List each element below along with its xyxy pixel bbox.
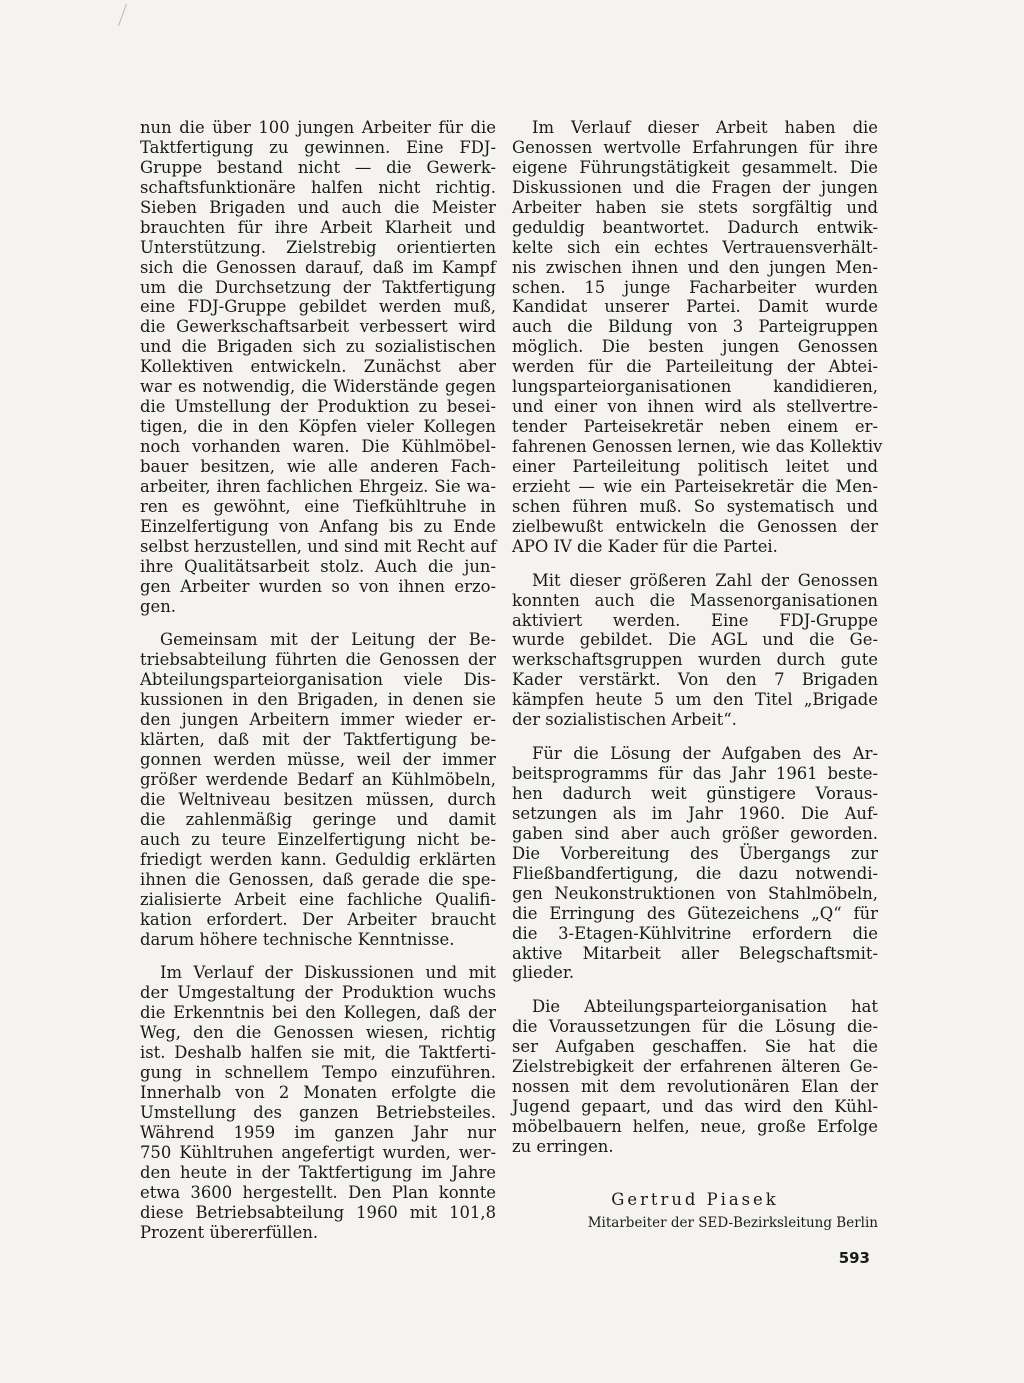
- text-line: wurde gebildet. Die AGL und die Ge-: [512, 630, 878, 650]
- text-line: werden für die Parteileitung der Abtei-: [512, 357, 878, 377]
- text-line: Diskussionen und die Fragen der jungen: [512, 177, 878, 197]
- text-line: Während 1959 im ganzen Jahr nur: [140, 1122, 496, 1142]
- text-line: lungsparteiorganisationen kandidieren,: [512, 377, 878, 397]
- text-line: kämpfen heute 5 um den Titel „Brigade: [512, 690, 878, 710]
- text-line: die Gewerkschaftsarbeit verbessert wird: [140, 317, 496, 337]
- text-line: kussionen in den Brigaden, in denen sie: [140, 690, 496, 710]
- text-line: sich die Genossen darauf, daß im Kampf: [140, 257, 496, 277]
- text-line: tigen, die in den Köpfen vieler Kollegen: [140, 417, 496, 437]
- text-line: Kandidat unserer Partei. Damit wurde: [512, 297, 878, 317]
- text-line: gaben sind aber auch größer geworden.: [512, 823, 878, 843]
- page-number: 593: [838, 1249, 870, 1267]
- text-line: Kollektiven entwickeln. Zunächst aber: [140, 357, 496, 377]
- text-line: schen. 15 junge Facharbeiter wurden: [512, 277, 878, 297]
- text-line: Gruppe bestand nicht — die Gewerk-: [140, 157, 496, 177]
- text-line: aktiviert werden. Eine FDJ-Gruppe: [512, 610, 878, 630]
- text-line: Kader verstärkt. Von den 7 Brigaden: [512, 670, 878, 690]
- text-line: brauchten für ihre Arbeit Klarheit und: [140, 217, 496, 237]
- text-line: Gemeinsam mit der Leitung der Be-: [160, 630, 496, 650]
- text-line: die zahlenmäßig geringe und damit: [140, 809, 496, 829]
- text-line: eine FDJ-Gruppe gebildet werden muß,: [140, 297, 496, 317]
- text-line: Weg, den die Genossen wiesen, richtig: [140, 1023, 496, 1043]
- text-line: und die Brigaden sich zu sozialistischen: [140, 337, 496, 357]
- text-line: zu erringen.: [512, 1136, 614, 1156]
- text-line: arbeiter, ihren fachlichen Ehrgeiz. Sie wa-: [140, 476, 496, 496]
- text-line: Abteilungsparteiorganisation viele Dis-: [140, 670, 496, 690]
- text-line: Fließbandfertigung, die dazu notwendi-: [512, 863, 878, 883]
- text-line: schaftsfunktionäre halfen nicht richtig.: [140, 177, 496, 197]
- text-line: die Erringung des Gütezeichens „Q“ für: [512, 903, 878, 923]
- text-line: Für die Lösung der Aufgaben des Ar-: [532, 744, 878, 764]
- text-line: Im Verlauf der Diskussionen und mit: [160, 963, 496, 983]
- text-line: werkschaftsgruppen wurden durch gute: [512, 650, 878, 670]
- text-line: selbst herzustellen, und sind mit Recht auf: [140, 536, 497, 556]
- text-line: ren es gewöhnt, eine Tiefkühltruhe in: [140, 496, 496, 516]
- text-line: möglich. Die besten jungen Genossen: [512, 337, 878, 357]
- text-line: geduldig beantwortet. Dadurch entwik-: [512, 217, 878, 237]
- text-line: Taktfertigung zu gewinnen. Eine FDJ-: [140, 137, 496, 157]
- paragraph: [512, 118, 883, 557]
- author-name: Gertrud Piasek: [611, 1190, 779, 1209]
- text-line: erzieht — wie ein Parteisekretär die Men-: [512, 476, 878, 496]
- author-affiliation: Mitarbeiter der SED-Bezirksleitung Berlin: [587, 1215, 878, 1231]
- right-column: [512, 118, 883, 1171]
- text-line: kation erfordert. Der Arbeiter braucht: [140, 909, 496, 929]
- text-line: schen führen muß. So systematisch und: [512, 496, 878, 516]
- text-line: den jungen Arbeitern immer wieder er-: [140, 710, 496, 730]
- text-line: die 3-Etagen-Kühlvitrine erfordern die: [512, 923, 878, 943]
- text-line: Jugend gepaart, und das wird den Kühl-: [512, 1097, 878, 1117]
- text-line: die Erkenntnis bei den Kollegen, daß der: [140, 1003, 496, 1023]
- text-line: Arbeiter haben sie stets sorgfältig und: [512, 197, 878, 217]
- paragraph: [140, 963, 496, 1242]
- text-line: Umstellung des ganzen Betriebsteiles.: [140, 1103, 496, 1122]
- text-line: fahrenen Genossen lernen, wie das Kollektiv: [512, 437, 883, 456]
- text-line: Sieben Brigaden und auch die Meister: [140, 197, 496, 217]
- text-line: triebsabteilung führten die Genossen der: [140, 650, 496, 670]
- text-line: möbelbauern helfen, neue, große Erfolge: [512, 1117, 878, 1136]
- text-line: war es notwendig, die Widerstände gegen: [140, 377, 496, 397]
- text-line: ist. Deshalb halfen sie mit, die Taktferti-: [140, 1043, 496, 1063]
- text-line: auch die Bildung von 3 Parteigruppen: [512, 317, 878, 337]
- text-line: klärten, daß mit der Taktfertigung be-: [140, 730, 496, 750]
- text-line: nis zwischen ihnen und den jungen Men-: [512, 257, 878, 277]
- text-line: zialisierte Arbeit eine fachliche Qualifi-: [140, 889, 496, 909]
- text-line: eigene Führungstätigkeit gesammelt. Die: [512, 157, 878, 177]
- text-line: ihre Qualitätsarbeit stolz. Auch die jun-: [140, 556, 496, 576]
- text-line: zielbewußt entwickeln die Genossen der: [512, 516, 878, 536]
- text-line: konnten auch die Massenorganisationen: [512, 590, 878, 610]
- paragraph: [140, 630, 496, 949]
- paragraph: [140, 118, 496, 616]
- text-line: größer werdende Bedarf an Kühlmöbeln,: [140, 770, 496, 789]
- text-line: gen.: [140, 596, 176, 616]
- text-line: gonnen werden müsse, weil der immer: [140, 750, 496, 770]
- text-line: ihnen die Genossen, daß gerade die spe-: [140, 869, 496, 889]
- text-line: um die Durchsetzung der Taktfertigung: [140, 277, 496, 297]
- text-line: darum höhere technische Kenntnisse.: [140, 929, 455, 949]
- text-line: etwa 3600 hergestellt. Den Plan konnte: [140, 1182, 496, 1202]
- text-line: der sozialistischen Arbeit“.: [512, 710, 737, 730]
- text-line: ser Aufgaben geschaffen. Sie hat die: [512, 1037, 878, 1057]
- text-line: Die Abteilungsparteiorganisation hat: [532, 997, 878, 1017]
- text-line: hen dadurch weit günstigere Voraus-: [512, 784, 878, 803]
- text-line: setzungen als im Jahr 1960. Die Auf-: [512, 803, 878, 823]
- text-line: glieder.: [512, 963, 575, 983]
- text-line: die Weltniveau besitzen müssen, durch: [140, 789, 496, 809]
- text-line: gen Arbeiter wurden so von ihnen erzo-: [140, 576, 496, 596]
- text-line: Einzelfertigung von Anfang bis zu Ende: [140, 516, 496, 536]
- text-line: Mit dieser größeren Zahl der Genossen: [532, 570, 878, 590]
- text-line: der Umgestaltung der Produktion wuchs: [140, 983, 496, 1003]
- text-line: Unterstützung. Zielstrebig orientierten: [140, 237, 496, 257]
- text-line: tender Parteisekretär neben einem er-: [512, 417, 878, 437]
- scan-mark: [118, 4, 145, 26]
- text-line: nossen mit dem revolutionären Elan der: [512, 1077, 878, 1097]
- text-line: friedigt werden kann. Geduldig erklärten: [140, 849, 496, 869]
- text-line: 750 Kühltruhen angefertigt wurden, wer-: [140, 1142, 496, 1162]
- text-line: Innerhalb von 2 Monaten erfolgte die: [140, 1083, 496, 1103]
- text-line: bauer besitzen, wie alle anderen Fach-: [140, 456, 496, 476]
- text-line: Prozent übererfüllen.: [140, 1222, 319, 1242]
- left-column: [140, 118, 496, 1257]
- text-line: nun die über 100 jungen Arbeiter für die: [140, 118, 496, 137]
- text-line: aktive Mitarbeit aller Belegschaftsmit-: [512, 943, 878, 963]
- paragraph: [512, 997, 878, 1157]
- text-line: den heute in der Taktfertigung im Jahre: [140, 1162, 496, 1182]
- text-line: noch vorhanden waren. Die Kühlmöbel-: [140, 437, 496, 456]
- text-line: die Voraussetzungen für die Lösung die-: [512, 1017, 878, 1037]
- text-line: Die Vorbereitung des Übergangs zur: [512, 843, 878, 863]
- text-line: Zielstrebigkeit der erfahrenen älteren Ge-: [512, 1057, 878, 1077]
- paragraph: [512, 571, 878, 731]
- text-line: auch zu teure Einzelfertigung nicht be-: [140, 829, 496, 849]
- text-line: und einer von ihnen wird als stellvertre-: [512, 397, 878, 417]
- text-line: kelte sich ein echtes Vertrauensverhält-: [512, 237, 878, 257]
- text-line: beitsprogramms für das Jahr 1961 beste-: [512, 764, 878, 784]
- text-line: gen Neukonstruktionen von Stahlmöbeln,: [512, 883, 878, 903]
- text-line: Genossen wertvolle Erfahrungen für ihre: [512, 137, 878, 157]
- paragraph: [512, 744, 878, 983]
- text-line: gung in schnellem Tempo einzuführen.: [140, 1063, 496, 1083]
- text-line: einer Parteileitung politisch leitet und: [512, 456, 878, 476]
- text-line: die Umstellung der Produktion zu besei-: [140, 397, 496, 417]
- text-line: Im Verlauf dieser Arbeit haben die: [532, 118, 878, 137]
- text-line: APO IV die Kader für die Partei.: [512, 536, 778, 556]
- text-line: diese Betriebsabteilung 1960 mit 101,8: [140, 1202, 496, 1222]
